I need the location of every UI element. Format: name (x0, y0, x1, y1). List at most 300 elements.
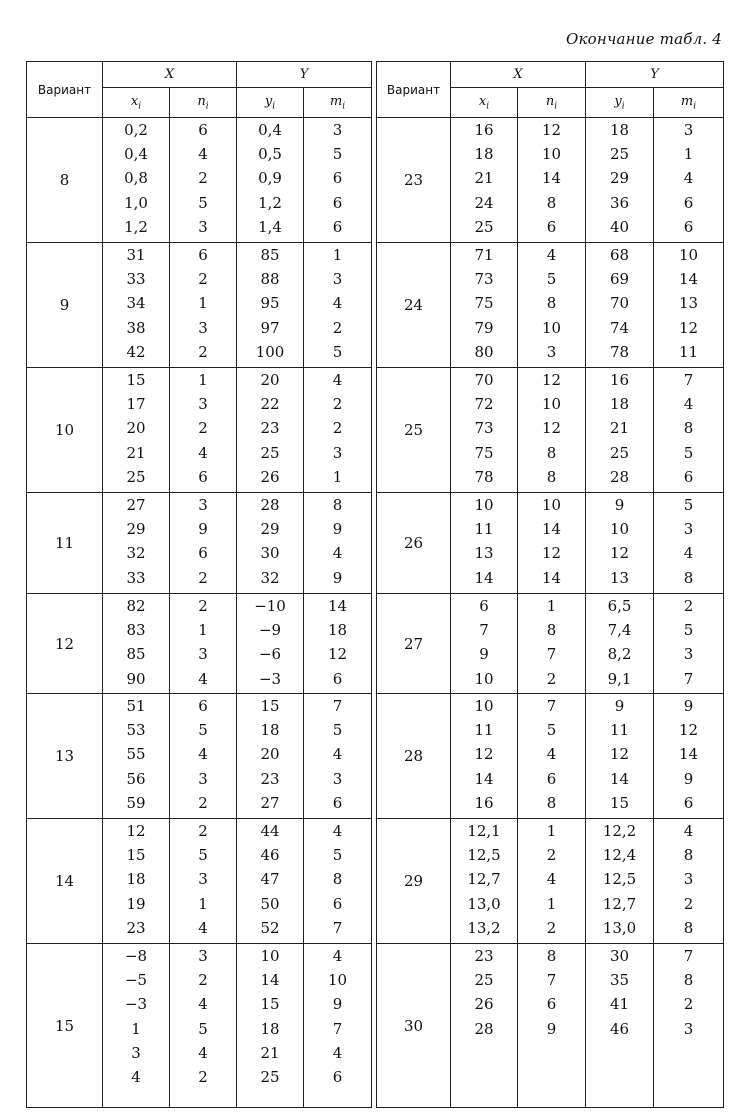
column-x-values (451, 493, 518, 594)
column-m-values (654, 694, 724, 819)
value-m: 5 (332, 721, 343, 740)
value-y: 21 (609, 419, 630, 438)
header-variant: Вариант (27, 62, 103, 118)
value-n: 14 (541, 520, 562, 539)
column-x-values (103, 368, 170, 493)
column-m-values (304, 594, 372, 694)
value-n: 14 (541, 568, 562, 587)
value-y: 52 (260, 918, 280, 937)
value-x: 75 (474, 443, 494, 462)
value-n: 12 (541, 371, 562, 389)
value-y: 0,5 (258, 145, 282, 164)
value-m: 5 (683, 443, 694, 462)
value-m: 7 (332, 1019, 343, 1038)
value-x: 21 (474, 169, 494, 188)
right-table (376, 61, 724, 1108)
value-x: 71 (474, 246, 494, 264)
value-m: 3 (683, 1019, 694, 1038)
value-n: 6 (546, 769, 557, 788)
value-n: 2 (546, 918, 557, 937)
value-m: 6 (683, 217, 694, 236)
value-n: 1 (546, 894, 557, 913)
value-x: 90 (126, 669, 146, 688)
variant-number: 26 (377, 493, 451, 594)
value-x: 38 (126, 318, 146, 337)
column-n-values (170, 493, 237, 594)
value-n: 1 (198, 371, 208, 389)
value-y: 46 (609, 1019, 630, 1038)
variant-number: 13 (27, 694, 103, 819)
value-x: 15 (126, 371, 146, 389)
column-y-values (237, 694, 304, 819)
value-x: 20 (126, 419, 146, 438)
value-n: 5 (198, 193, 208, 212)
value-x: 33 (126, 270, 146, 289)
value-n: 4 (546, 870, 557, 889)
column-y-values (237, 368, 304, 493)
value-y: 28 (260, 496, 280, 514)
value-m: 7 (683, 371, 694, 389)
value-y: 1,4 (258, 217, 282, 236)
value-n: 5 (198, 1019, 208, 1038)
value-m: 9 (332, 995, 343, 1014)
value-n: 12 (541, 419, 562, 438)
column-n-values (518, 243, 586, 368)
value-x: 12,7 (467, 870, 501, 889)
value-m: 3 (332, 121, 343, 139)
value-y: 23 (260, 419, 280, 438)
variant-block (377, 243, 724, 368)
column-n-values (518, 594, 586, 694)
value-x: 16 (474, 793, 494, 812)
column-n-values (518, 368, 586, 493)
value-n: 2 (198, 1067, 208, 1086)
value-y: 12 (609, 544, 630, 563)
value-y: 0,9 (258, 169, 282, 188)
column-y-values (237, 493, 304, 594)
value-n: 5 (546, 721, 557, 740)
column-y-values (237, 819, 304, 944)
column-y-values (237, 243, 304, 368)
value-x: 18 (474, 145, 494, 164)
value-n: 7 (546, 697, 557, 715)
header-group-y: Y (237, 62, 372, 88)
column-x-values (103, 944, 170, 1108)
variant-block (27, 694, 372, 819)
value-x: 23 (126, 918, 146, 937)
variant-block (27, 944, 372, 1108)
value-m: 7 (683, 669, 694, 688)
value-n: 12 (541, 544, 562, 563)
value-y: 69 (609, 270, 630, 289)
column-m-values (304, 694, 372, 819)
column-n-values (518, 118, 586, 243)
value-m: 3 (683, 520, 694, 539)
value-x: 82 (126, 597, 146, 615)
value-x: 10 (474, 669, 494, 688)
value-m: 4 (332, 544, 343, 563)
value-m: 6 (683, 193, 694, 212)
value-n: 2 (198, 971, 208, 990)
value-x: 27 (126, 496, 146, 514)
value-n: 14 (541, 169, 562, 188)
value-m: 2 (332, 395, 343, 414)
value-m: 5 (332, 846, 343, 865)
value-m: 1 (683, 145, 694, 164)
value-y: 18 (609, 121, 630, 139)
value-n: 8 (546, 193, 557, 212)
value-m: 4 (683, 822, 694, 840)
value-y: 23 (260, 769, 280, 788)
column-m-values (654, 944, 724, 1108)
value-y: 25 (260, 1067, 280, 1086)
column-n-values (518, 944, 586, 1108)
value-m: 6 (332, 193, 343, 212)
variant-block (27, 819, 372, 944)
column-m-values (304, 243, 372, 368)
value-n: 6 (546, 995, 557, 1014)
value-m: 7 (683, 947, 694, 965)
value-x: 11 (474, 520, 494, 539)
value-n: 3 (198, 318, 208, 337)
column-x-values (103, 493, 170, 594)
value-n: 2 (198, 822, 208, 840)
value-m: 6 (332, 1067, 343, 1086)
value-y: 29 (260, 520, 280, 539)
column-x-values (451, 944, 518, 1108)
value-m: 12 (678, 318, 699, 337)
value-x: 0,8 (124, 169, 148, 188)
value-n: 6 (198, 246, 208, 264)
value-m: 4 (683, 544, 694, 563)
header-variant: Вариант (377, 62, 451, 118)
column-n-values (170, 118, 237, 243)
value-y: 12,7 (602, 894, 637, 913)
value-y: 15 (260, 995, 280, 1014)
value-m: 3 (332, 270, 343, 289)
value-x: 59 (126, 793, 146, 812)
column-x-values (451, 594, 518, 694)
value-x: 72 (474, 395, 494, 414)
value-m: 10 (327, 971, 348, 990)
value-n: 1 (546, 822, 557, 840)
value-y: 85 (260, 246, 280, 264)
column-x-values (451, 694, 518, 819)
value-m: 3 (683, 645, 694, 664)
value-x: 11 (474, 721, 494, 740)
variant-number: 23 (377, 118, 451, 243)
column-y-values (586, 944, 654, 1108)
column-m-values (304, 118, 372, 243)
value-m: 2 (683, 995, 694, 1014)
value-y: 29 (609, 169, 630, 188)
value-n: 3 (198, 870, 208, 889)
value-x: −8 (124, 947, 148, 965)
variant-number: 12 (27, 594, 103, 694)
value-n: 3 (198, 496, 208, 514)
variant-block (377, 118, 724, 243)
value-n: 4 (198, 745, 208, 764)
value-m: 12 (327, 645, 348, 664)
column-x-values (103, 243, 170, 368)
value-y: 12,4 (602, 846, 637, 865)
variant-number: 25 (377, 368, 451, 493)
value-x: 29 (126, 520, 146, 539)
value-y: 68 (609, 246, 630, 264)
value-x: 53 (126, 721, 146, 740)
value-m: 2 (332, 419, 343, 438)
value-y: 12,5 (602, 870, 637, 889)
data-table-sheet (26, 61, 722, 1105)
value-m: 5 (683, 496, 694, 514)
column-m-values (654, 118, 724, 243)
value-x: 21 (126, 443, 146, 462)
value-n: 9 (546, 1019, 557, 1038)
column-y-values (586, 819, 654, 944)
value-m: 11 (678, 342, 699, 361)
value-m: 1 (332, 246, 343, 264)
value-m: 4 (332, 1043, 343, 1062)
variant-number: 11 (27, 493, 103, 594)
value-n: 2 (198, 597, 208, 615)
value-n: 2 (546, 669, 557, 688)
value-m: 9 (683, 769, 694, 788)
value-x: 34 (126, 294, 146, 313)
column-m-values (304, 944, 372, 1108)
value-x: 51 (126, 697, 146, 715)
value-n: 6 (198, 467, 208, 486)
value-x: 10 (474, 496, 494, 514)
value-m: 2 (332, 318, 343, 337)
value-n: 4 (198, 145, 208, 164)
variant-block (27, 368, 372, 493)
value-n: 2 (198, 342, 208, 361)
variant-block (27, 594, 372, 694)
value-y: 25 (609, 145, 630, 164)
value-n: 3 (198, 645, 208, 664)
value-y: −6 (258, 645, 282, 664)
value-y: 44 (260, 822, 280, 840)
value-n: 8 (546, 947, 557, 965)
value-m: 6 (683, 467, 694, 486)
value-n: 8 (546, 793, 557, 812)
variant-number: 8 (27, 118, 103, 243)
column-m-values (654, 819, 724, 944)
value-y: 70 (609, 294, 630, 313)
value-m: 10 (678, 246, 699, 264)
value-m: 5 (683, 621, 694, 640)
value-n: 8 (546, 294, 557, 313)
variant-number: 9 (27, 243, 103, 368)
value-y: 30 (609, 947, 630, 965)
value-n: 4 (546, 745, 557, 764)
column-y-values (237, 944, 304, 1108)
value-y: 9 (614, 697, 625, 715)
value-n: 10 (541, 395, 562, 414)
value-y: 6,5 (607, 597, 632, 615)
header-group-x: X (103, 62, 237, 88)
column-y-values (586, 493, 654, 594)
value-m: 14 (678, 745, 699, 764)
value-n: 8 (546, 467, 557, 486)
value-x: 0,2 (124, 121, 148, 139)
value-m: 4 (332, 371, 343, 389)
value-m: 4 (683, 395, 694, 414)
value-m: 8 (683, 971, 694, 990)
value-x: 6 (479, 597, 489, 615)
value-n: 3 (198, 217, 208, 236)
column-x-values (103, 118, 170, 243)
value-y: 88 (260, 270, 280, 289)
value-x: 10 (474, 697, 494, 715)
value-y: 9,1 (607, 669, 632, 688)
value-y: 35 (609, 971, 630, 990)
value-y: 36 (609, 193, 630, 212)
value-n: 4 (198, 443, 208, 462)
column-y-values (586, 694, 654, 819)
value-x: 42 (126, 342, 146, 361)
value-m: 7 (332, 697, 343, 715)
value-y: 100 (255, 342, 285, 361)
value-n: 10 (541, 496, 562, 514)
value-y: 14 (609, 769, 630, 788)
value-m: 8 (683, 846, 694, 865)
value-x: 14 (474, 568, 494, 587)
variant-number: 29 (377, 819, 451, 944)
value-x: 13 (474, 544, 494, 563)
value-x: 12,5 (467, 846, 501, 865)
column-y-values (237, 594, 304, 694)
value-x: 73 (474, 270, 494, 289)
value-m: 3 (683, 121, 694, 139)
value-y: 25 (609, 443, 630, 462)
header-col-x: $x_i$ (103, 88, 170, 118)
value-y: 16 (609, 371, 630, 389)
value-m: 6 (332, 217, 343, 236)
value-n: 7 (546, 971, 557, 990)
variant-number: 28 (377, 694, 451, 819)
column-y-values (586, 594, 654, 694)
column-n-values (170, 243, 237, 368)
value-m: 2 (683, 597, 694, 615)
value-m: 9 (332, 520, 343, 539)
value-n: 1 (198, 621, 208, 640)
value-x: 24 (474, 193, 494, 212)
value-n: 2 (546, 846, 557, 865)
value-y: 25 (260, 443, 280, 462)
value-m: 4 (332, 745, 343, 764)
value-y: 0,4 (258, 121, 282, 139)
column-x-values (451, 118, 518, 243)
value-y: 32 (260, 568, 280, 587)
value-y: 14 (260, 971, 280, 990)
value-m: 8 (332, 870, 343, 889)
value-y: 12 (609, 745, 630, 764)
value-x: 85 (126, 645, 146, 664)
value-n: 3 (198, 769, 208, 788)
value-m: 6 (332, 669, 343, 688)
value-y: 7,4 (607, 621, 632, 640)
value-x: 3 (131, 1043, 141, 1062)
header-col-m: $m_i$ (304, 88, 372, 118)
value-y: 12,2 (602, 822, 637, 840)
value-y: 26 (260, 467, 280, 486)
value-n: 7 (546, 645, 557, 664)
header-col-y: $y_i$ (586, 88, 654, 118)
value-y: 9 (614, 496, 625, 514)
value-n: 3 (198, 947, 208, 965)
value-n: 1 (198, 294, 208, 313)
value-x: 25 (474, 971, 494, 990)
column-n-values (518, 493, 586, 594)
column-m-values (654, 594, 724, 694)
value-n: 9 (198, 520, 208, 539)
value-n: 4 (546, 246, 557, 264)
value-x: 17 (126, 395, 146, 414)
value-n: 1 (198, 894, 208, 913)
value-x: 56 (126, 769, 146, 788)
value-m: 6 (683, 793, 694, 812)
value-y: 27 (260, 793, 280, 812)
value-y: 95 (260, 294, 280, 313)
value-x: 79 (474, 318, 494, 337)
column-x-values (103, 694, 170, 819)
value-n: 4 (198, 1043, 208, 1062)
value-y: 50 (260, 894, 280, 913)
header-col-x: $x_i$ (451, 88, 518, 118)
value-x: 12 (474, 745, 494, 764)
value-y: 15 (260, 697, 280, 715)
value-x: 12,1 (467, 822, 501, 840)
value-y: 20 (260, 371, 280, 389)
value-m: 8 (683, 918, 694, 937)
value-y: −9 (258, 621, 282, 640)
value-x: −5 (124, 971, 148, 990)
value-m: 8 (683, 568, 694, 587)
value-m: 3 (332, 443, 343, 462)
variant-block (377, 819, 724, 944)
value-y: 20 (260, 745, 280, 764)
value-m: 4 (683, 169, 694, 188)
value-n: 6 (198, 697, 208, 715)
value-x: 25 (126, 467, 146, 486)
value-m: 5 (332, 342, 343, 361)
value-n: 2 (198, 169, 208, 188)
value-m: 9 (683, 697, 694, 715)
value-y: 97 (260, 318, 280, 337)
value-n: 6 (198, 121, 208, 139)
column-y-values (586, 243, 654, 368)
value-x: 4 (131, 1067, 141, 1086)
value-m: 3 (683, 870, 694, 889)
column-m-values (304, 819, 372, 944)
value-y: 40 (609, 217, 630, 236)
column-m-values (654, 493, 724, 594)
value-x: 7 (479, 621, 489, 640)
column-x-values (103, 594, 170, 694)
value-n: 3 (546, 342, 557, 361)
value-m: 13 (678, 294, 699, 313)
column-y-values (237, 118, 304, 243)
value-m: 4 (332, 947, 343, 965)
value-y: 13,0 (602, 918, 637, 937)
value-x: 80 (474, 342, 494, 361)
value-m: 6 (332, 793, 343, 812)
column-n-values (170, 594, 237, 694)
value-m: 18 (327, 621, 348, 640)
value-x: 83 (126, 621, 146, 640)
header-group-x: X (451, 62, 586, 88)
